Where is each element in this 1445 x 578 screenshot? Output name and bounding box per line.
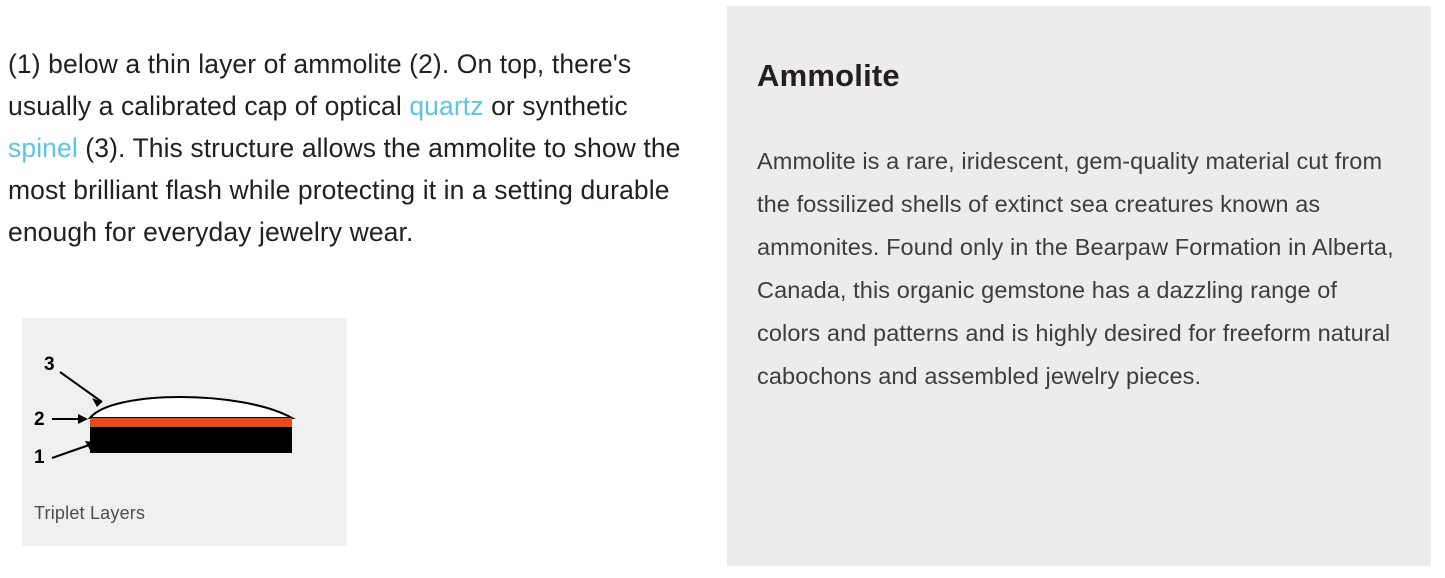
info-panel <box>727 6 1431 566</box>
triplet-diagram-icon <box>22 318 347 498</box>
info-panel-description: Ammolite is a rare, iridescent, gem-quality material cut from the fossilized shells of extinct sea creatures known as ammonites. Found only in the Bearpaw Formation in Alberta, Canada, this organic gemstone has a dazzling range of colors and patterns and is highly desired for freeform natural cabochons and assembled jewelry pieces. <box>757 147 1394 389</box>
article-paragraph <box>8 43 698 253</box>
svg-text:2: 2 <box>34 409 45 430</box>
figure-caption: Triplet Layers <box>34 503 146 523</box>
paragraph-segment-1: (1) below a thin layer of ammolite (2). On top, there's usually a calibrated cap of optical <box>8 48 632 121</box>
spinel-link[interactable]: spinel <box>8 132 78 163</box>
paragraph-segment-3: (3). This structure allows the ammolite to show the most brilliant flash while protecting it in a setting durable enough for everyday jewelry wear. <box>8 132 681 247</box>
paragraph-segment-2: or synthetic <box>483 90 628 121</box>
article-column <box>0 0 700 578</box>
triplet-layers-figure <box>22 318 347 546</box>
quartz-link[interactable]: quartz <box>409 90 484 121</box>
svg-text:3: 3 <box>44 354 55 375</box>
info-panel-title: Ammolite <box>757 57 900 93</box>
svg-text:1: 1 <box>34 447 45 468</box>
